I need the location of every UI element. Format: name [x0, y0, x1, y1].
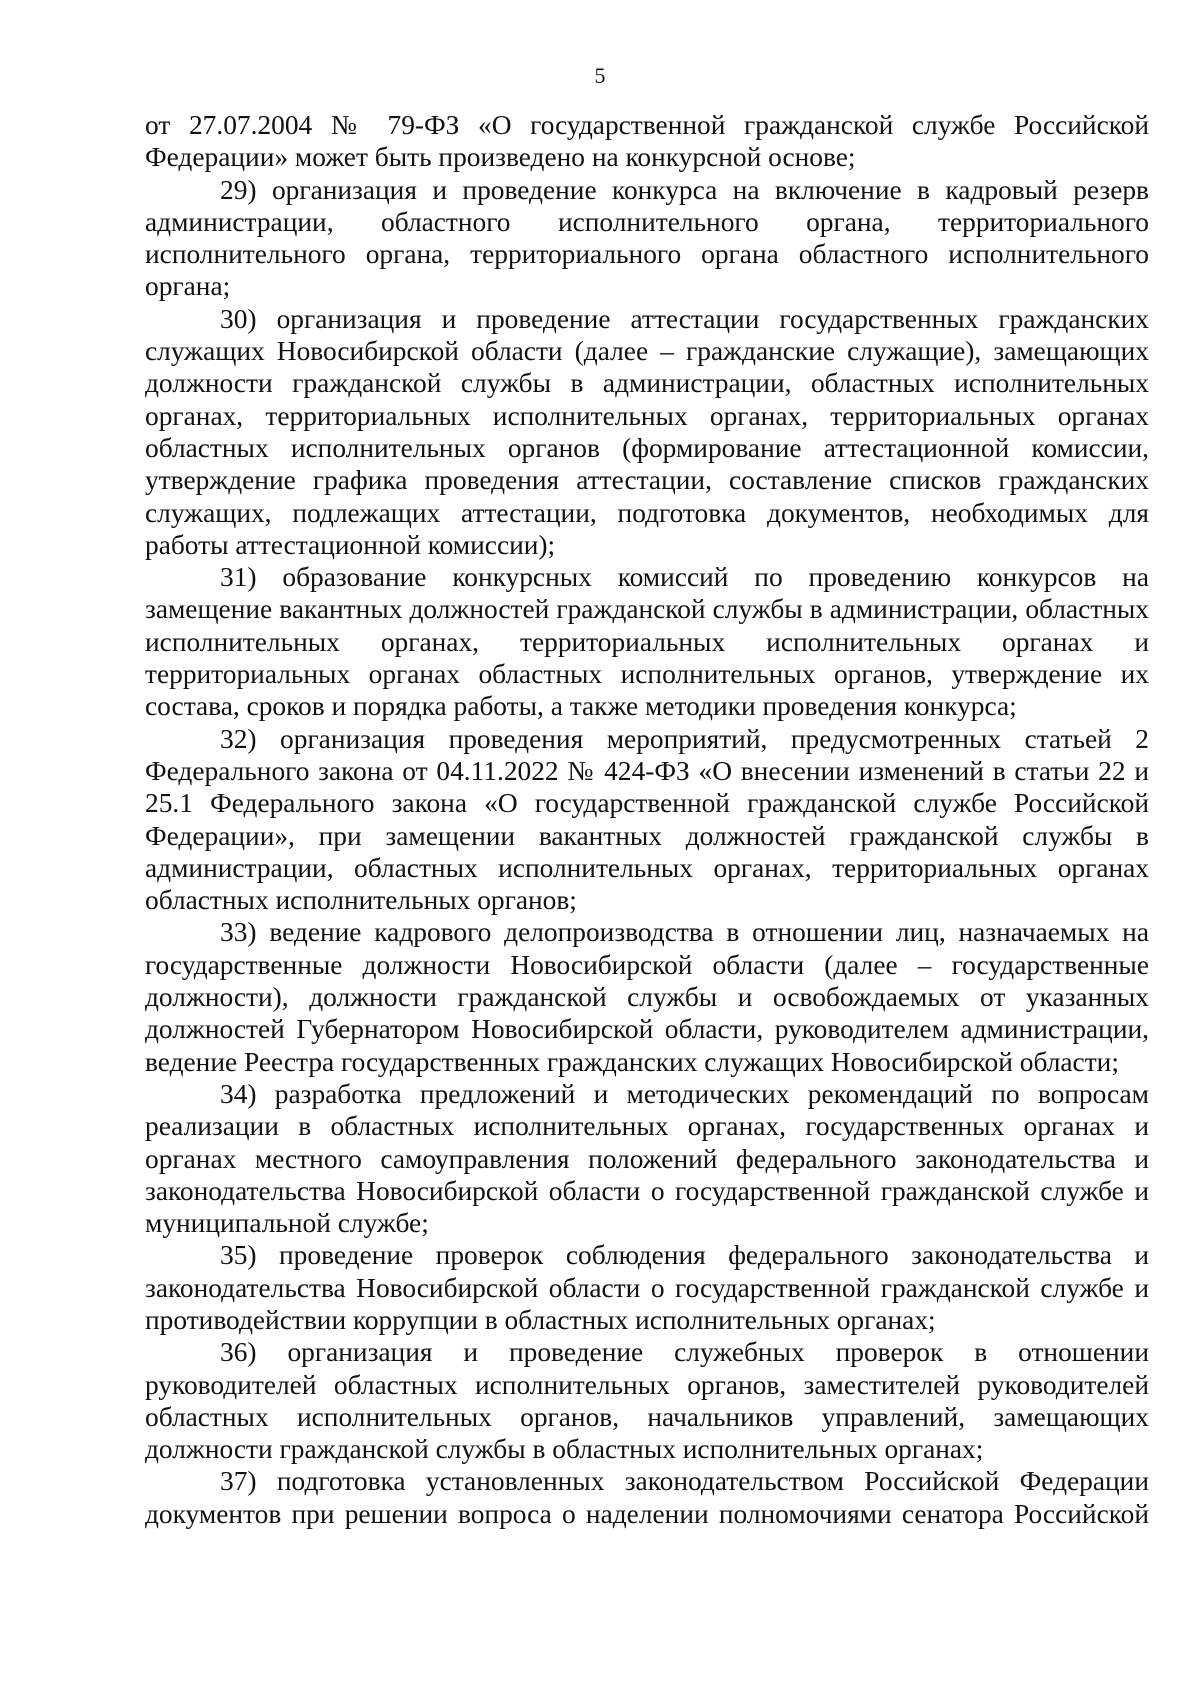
paragraph-number: 30) — [220, 303, 257, 334]
paragraph-text: организация проведения мероприятий, предусмотренных статьей 2 Федерального закона от 04.11.2022 № 424-ФЗ «О внесении изменений в статьи 22 и 25.1 Федерального закона «О государственной гражданской службе Российской Федерации», при замещении вакантных должностей гражданской службы в администрации, областных исполнительных органах, территориальных органах областных исполнительных органов; — [145, 723, 1149, 916]
paragraph-text: проведение проверок соблюдения федерального законодательства и законодательства Новосибирской области о государственной гражданской службе и противодействии коррупции в областных исполнительных органах; — [145, 1240, 1149, 1335]
paragraph-34 — [145, 1078, 1149, 1239]
paragraph-text: образование конкурсных комиссий по проведению конкурсов на замещение вакантных должностей гражданской службы в администрации, областных исполнительных органах, территориальных исполнительных органах и территориальных органах областных исполнительных органов, утверждение их состава, сроков и порядка работы, а также методики проведения конкурса; — [145, 562, 1149, 722]
paragraph-32 — [145, 723, 1149, 917]
paragraph-text: организация и проведение конкурса на включение в кадровый резерв администрации, областного исполнительного органа, территориального исполнительного органа, территориального органа областного исполнительного органа; — [145, 174, 1149, 302]
paragraph-number: 32) — [220, 723, 257, 754]
page-number: 5 — [594, 63, 606, 88]
paragraph-number: 33) — [220, 917, 257, 948]
paragraph-number: 31) — [220, 562, 257, 593]
paragraph-number: 35) — [220, 1240, 257, 1271]
paragraph-29 — [145, 174, 1149, 303]
paragraph-text: организация и проведение аттестации государственных гражданских служащих Новосибирской области (далее – гражданские служащие), замещающих должности гражданской службы в администрации, областных исполнительных органах, территориальных исполнительных органах, территориальных органах областных исполнительных органов (формирование аттестационной комиссии, утверждение графика проведения аттестации, составление списков гражданских служащих, подлежащих аттестации, подготовка документов, необходимых для работы аттестационной комиссии); — [145, 303, 1149, 560]
paragraph-33 — [145, 916, 1149, 1077]
paragraph-continuation — [145, 109, 1149, 174]
paragraph-35 — [145, 1239, 1149, 1336]
paragraph-37 — [145, 1465, 1149, 1530]
paragraph-text: ведение кадрового делопроизводства в отношении лиц, назначаемых на государственные должности Новосибирской области (далее – государственные должности), должности гражданской службы и освобождаемых от указанных должностей Губернатором Новосибирской области, руководителем администрации, ведение Реестра государственных гражданских служащих Новосибирской области; — [145, 917, 1149, 1077]
paragraph-text: организация и проведение служебных проверок в отношении руководителей областных исполнительных органов, заместителей руководителей областных исполнительных органов, начальников управлений, замещающих должности гражданской службы в областных исполнительных органах; — [145, 1337, 1150, 1465]
paragraph-number: 34) — [220, 1078, 257, 1109]
paragraph-30 — [145, 303, 1149, 561]
paragraph-text: подготовка установленных законодательством Российской Федерации документов при решении вопроса о наделении полномочиями сенатора Российской — [145, 1466, 1149, 1529]
paragraph-36 — [145, 1336, 1149, 1465]
paragraph-text: разработка предложений и методических рекомендаций по вопросам реализации в областных исполнительных органах, государственных органах и органах местного самоуправления положений федерального законодательства и законодательства Новосибирской области о государственной гражданской службе и муниципальной службе; — [145, 1078, 1149, 1239]
document-body — [145, 109, 1149, 1530]
paragraph-number: 29) — [220, 174, 257, 205]
paragraph-31 — [145, 561, 1149, 722]
paragraph-number: 36) — [220, 1337, 257, 1368]
paragraph-number: 37) — [220, 1466, 257, 1497]
paragraph-text: от 27.07.2004 № 79-ФЗ «О государственной гражданской службе Российской Федерации» может быть произведено на конкурсной основе; — [145, 110, 1149, 173]
